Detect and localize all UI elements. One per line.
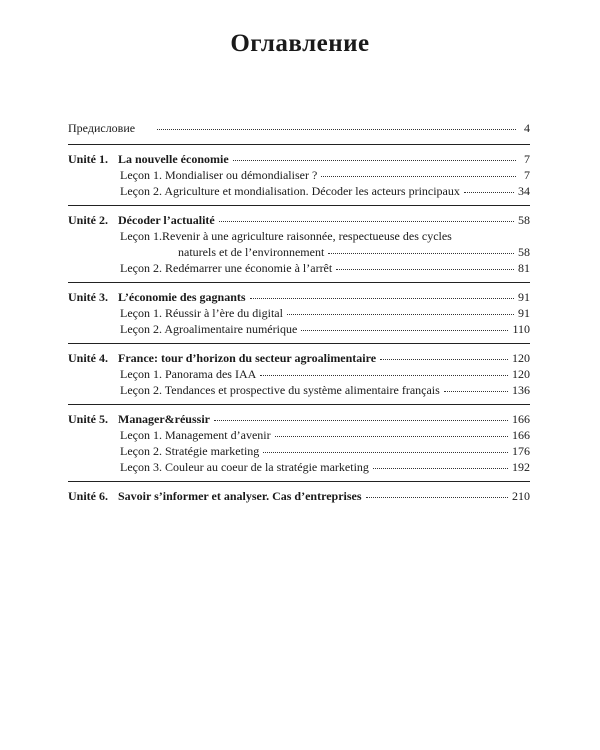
unit-entry[interactable] (68, 212, 530, 228)
preface-label: Предисловие (68, 121, 136, 135)
lesson-label: Leçon 2. Stratégie marketing (120, 444, 260, 458)
lesson-label: Leçon 2. Agroalimentaire numérique (120, 322, 298, 336)
lesson-entry[interactable] (68, 183, 530, 199)
unit-entry[interactable] (68, 411, 530, 427)
dot-leader (219, 220, 514, 222)
unit-separator (68, 205, 530, 206)
lesson-label: Leçon 2. Agriculture et mondialisation. Décoder les acteurs principaux (120, 184, 460, 198)
unit-section (68, 289, 530, 337)
lesson-page: 176 (512, 444, 530, 458)
lesson-label: Leçon 1. Mondialiser ou démondialiser ? (120, 168, 318, 182)
lesson-entry[interactable] (68, 427, 530, 443)
lesson-label: Leçon 1. Réussir à l’ère du digital (120, 306, 283, 320)
lesson-page: 58 (518, 245, 530, 259)
dot-leader (287, 313, 514, 315)
lesson-label: Leçon 3. Couleur au coeur de la stratégie marketing (120, 460, 369, 474)
lesson-label: Leçon 1. Panorama des IAA (120, 367, 257, 381)
unit-number: Unité 2. (68, 213, 108, 227)
dot-leader (444, 390, 508, 392)
unit-section (68, 488, 530, 504)
unit-page: 120 (512, 351, 530, 365)
lesson-label: Leçon 1. Management d’avenir (120, 428, 271, 442)
unit-title: La nouvelle économie (118, 152, 229, 166)
dot-leader (301, 329, 508, 331)
unit-entry[interactable] (68, 488, 530, 504)
unit-number: Unité 3. (68, 290, 108, 304)
lesson-title-line1: Revenir à une agriculture raisonnée, respectueuse des cycles (161, 229, 452, 243)
dot-leader (328, 252, 514, 254)
unit-section (68, 151, 530, 199)
preface-entry[interactable] (68, 120, 530, 136)
lesson-page: 192 (512, 460, 530, 474)
unit-section (68, 350, 530, 398)
table-of-contents (68, 120, 530, 510)
dot-leader (157, 128, 516, 130)
dot-leader (275, 435, 508, 437)
lesson-page: 166 (512, 428, 530, 442)
lesson-page: 120 (512, 367, 530, 381)
unit-title: Décoder l’actualité (118, 213, 215, 227)
dot-leader (260, 374, 508, 376)
unit-number: Unité 1. (68, 152, 108, 166)
unit-separator (68, 282, 530, 283)
lesson-entry[interactable] (68, 167, 530, 183)
lesson-title-line2: naturels et de l’environnement (178, 245, 325, 259)
lesson-entry[interactable] (68, 443, 530, 459)
dot-leader (464, 191, 514, 193)
unit-page: 58 (518, 213, 530, 227)
units-list (68, 144, 530, 504)
lesson-page: 81 (518, 261, 530, 275)
lesson-page: 91 (518, 306, 530, 320)
lesson-page: 110 (512, 322, 530, 336)
dot-leader (366, 496, 508, 498)
unit-entry[interactable] (68, 350, 530, 366)
lesson-entry[interactable] (68, 305, 530, 321)
unit-separator (68, 144, 530, 145)
unit-title: Savoir s’informer et analyser. Cas d’entreprises (118, 489, 362, 503)
lesson-page: 34 (518, 184, 530, 198)
lesson-label: Leçon 2. Redémarrer une économie à l’arrêt (120, 261, 333, 275)
unit-number: Unité 4. (68, 351, 108, 365)
dot-leader (321, 175, 516, 177)
unit-entry[interactable] (68, 289, 530, 305)
unit-number: Unité 6. (68, 489, 108, 503)
lesson-entry[interactable] (68, 321, 530, 337)
lesson-label: Leçon 2. Tendances et prospective du système alimentaire français (120, 383, 440, 397)
dot-leader (380, 358, 508, 360)
dot-leader (250, 297, 514, 299)
dot-leader (336, 268, 514, 270)
toc-title: Оглавление (230, 30, 370, 57)
unit-title: France: tour d’horizon du secteur agroalimentaire (118, 351, 377, 365)
unit-title: L’économie des gagnants (118, 290, 246, 304)
dot-leader (263, 451, 508, 453)
lesson-page: 136 (512, 383, 530, 397)
unit-title: Manager&réussir (118, 412, 210, 426)
unit-page: 7 (524, 152, 530, 166)
lesson-page: 7 (524, 168, 530, 182)
unit-separator (68, 343, 530, 344)
unit-page: 210 (512, 489, 530, 503)
unit-page: 166 (512, 412, 530, 426)
dot-leader (233, 159, 516, 161)
unit-separator (68, 481, 530, 482)
unit-entry[interactable] (68, 151, 530, 167)
lesson-entry[interactable] (68, 459, 530, 475)
preface-page: 4 (524, 121, 530, 135)
dot-leader (214, 419, 508, 421)
unit-page: 91 (518, 290, 530, 304)
unit-number: Unité 5. (68, 412, 108, 426)
lesson-entry[interactable] (68, 260, 530, 276)
lesson-entry[interactable] (68, 228, 530, 260)
lesson-entry[interactable] (68, 382, 530, 398)
lesson-prefix: Leçon 1. (120, 229, 162, 243)
unit-section (68, 411, 530, 475)
dot-leader (373, 467, 508, 469)
unit-separator (68, 404, 530, 405)
unit-section (68, 212, 530, 276)
lesson-entry[interactable] (68, 366, 530, 382)
